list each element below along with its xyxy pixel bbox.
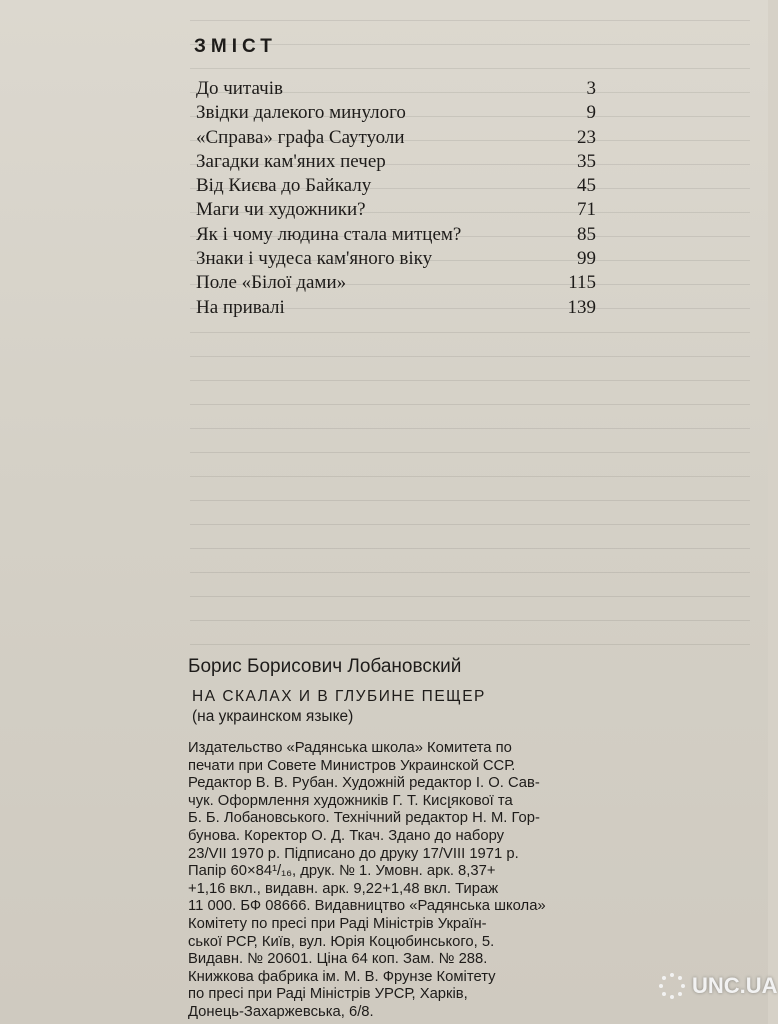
toc-entry-title: Як і чому людина стала митцем? <box>196 223 462 245</box>
toc-entry-page: 139 <box>567 296 596 318</box>
colophon-line: Донець-Захаржевська, 6/8. <box>188 1003 374 1020</box>
toc-entry <box>196 150 616 174</box>
colophon-line: Книжкова фабрика ім. М. В. Фрунзе Комітету <box>188 968 496 985</box>
toc-entry <box>196 101 616 125</box>
toc-entry <box>196 77 616 101</box>
watermark-logo-icon <box>658 972 686 1000</box>
toc-entry <box>196 296 616 320</box>
colophon-line: Б. Б. Лобановського. Технічний редактор Н. М. Гор- <box>188 810 540 827</box>
author-name: Борис Борисович Лобановский <box>188 656 462 677</box>
contents-heading: ЗМІСТ <box>194 36 277 57</box>
toc-entry <box>196 223 616 247</box>
toc-entry-title: Знаки і чудеса кам'яного віку <box>196 248 433 270</box>
imprint-block <box>186 656 746 1022</box>
book-title: НА СКАЛАХ И В ГЛУБИНЕ ПЕЩЕР <box>192 688 486 705</box>
colophon-line: печати при Совете Министров Украинской ССР. <box>188 757 516 774</box>
toc-entry-title: Маги чи художники? <box>196 199 366 221</box>
toc-entry-title: Загадки кам'яних печер <box>196 150 386 172</box>
toc-entry-title: «Справа» графа Саутуоли <box>196 126 405 148</box>
watermark-text: UNC.UA <box>692 973 778 998</box>
toc-entry <box>196 247 616 271</box>
colophon-line: 23/VII 1970 р. Підписано до друку 17/VIII 1971 р. <box>188 845 519 862</box>
toc-entry-title: На привалі <box>196 296 285 318</box>
colophon-line: +1,16 вкл., видавн. арк. 9,22+1,48 вкл. Тираж <box>188 880 499 897</box>
toc-entry-title: До читачів <box>196 78 283 99</box>
language-note: (на украинском языке) <box>192 708 354 725</box>
toc-entry <box>196 126 616 150</box>
toc-entry-page: 71 <box>577 199 596 221</box>
toc-entry <box>196 198 616 222</box>
toc-entry-page: 23 <box>577 126 596 148</box>
toc-entry-page: 35 <box>577 150 596 172</box>
colophon-line: бунова. Коректор О. Д. Ткач. Здано до набору <box>188 827 505 844</box>
colophon-line: чук. Оформлення художників Г. Т. Кисլякової та <box>188 792 513 809</box>
toc-entry-title: Звідки далекого минулого <box>196 102 406 124</box>
watermark <box>658 972 778 1000</box>
colophon-line: по пресі при Раді Міністрів УРСР, Харків, <box>188 986 468 1003</box>
toc-entry-title: Поле «Білої дами» <box>196 272 347 294</box>
colophon-line: Издательство «Радянська школа» Комитета по <box>188 740 512 756</box>
colophon-line: Комітету по пресі при Раді Міністрів Україн- <box>188 915 487 932</box>
toc-entry <box>196 271 616 295</box>
toc-entry-title: Від Києва до Байкалу <box>196 175 372 197</box>
toc-entry-page: 115 <box>568 272 596 294</box>
toc-entry-page: 99 <box>577 248 596 270</box>
toc-entry-page: 3 <box>586 78 596 99</box>
toc-entry-page: 9 <box>586 102 596 124</box>
colophon-line: 11 000. БФ 08666. Видавництво «Радянська школа» <box>188 898 546 915</box>
colophon-line: Редактор В. В. Рубан. Художній редактор І. О. Сав- <box>188 775 540 792</box>
table-of-contents <box>196 77 616 320</box>
colophon-line: Видавн. № 20601. Ціна 64 коп. Зам. № 288. <box>188 951 488 968</box>
toc-entry-page: 45 <box>577 175 596 197</box>
colophon-line: Папір 60×84¹/₁₆, друк. № 1. Умовн. арк. 8,37+ <box>188 863 496 880</box>
colophon-line: ської РСР, Київ, вул. Юрія Коцюбинського, 5. <box>188 933 495 950</box>
toc-entry <box>196 174 616 198</box>
toc-entry-page: 85 <box>577 223 596 245</box>
